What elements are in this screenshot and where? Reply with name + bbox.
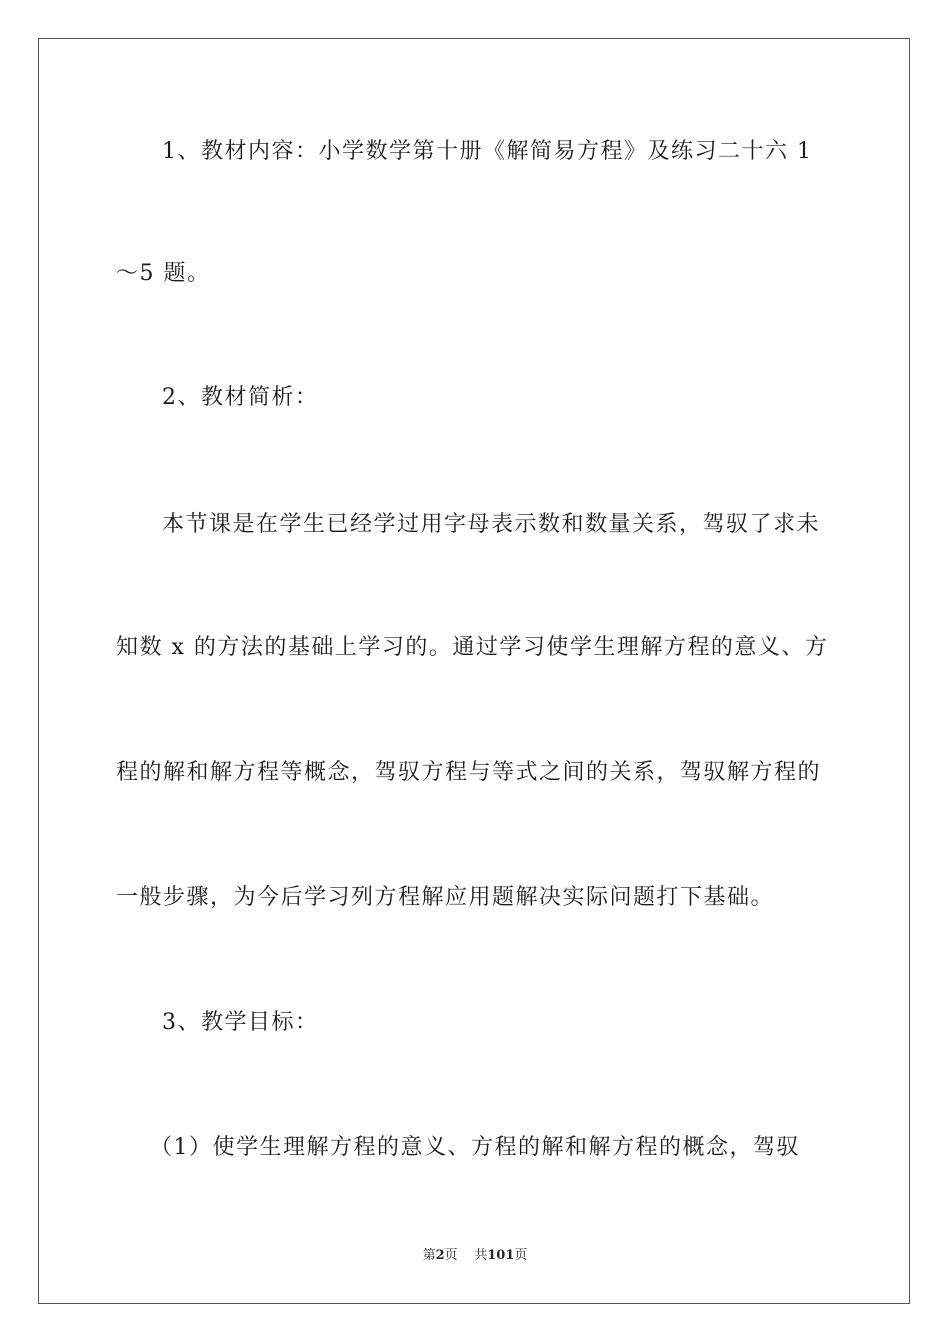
- paragraph-line-5: 程的解和解方程等概念，驾驭方程与等式之间的关系，驾驭解方程的: [116, 760, 822, 785]
- footer-total-suffix: 页: [514, 1248, 528, 1263]
- paragraph-line-4: 知数 x 的方法的基础上学习的。通过学习使学生理解方程的意义、方: [116, 635, 829, 660]
- footer-page-suffix: 页: [444, 1248, 458, 1263]
- section-heading-2: 2、教材简析：: [162, 385, 319, 410]
- section-heading-3: 3、教学目标：: [162, 1010, 319, 1035]
- paragraph-line-6: 一般步骤，为今后学习列方程解应用题解决实际问题打下基础。: [116, 885, 775, 910]
- paragraph-line-1: 1、教材内容：小学数学第十册《解简易方程》及练习二十六 1: [162, 139, 813, 164]
- footer-total-prefix: 共: [474, 1248, 488, 1263]
- page-footer: [0, 1247, 950, 1265]
- footer-page-number: 2: [435, 1248, 445, 1263]
- paragraph-line-3: 本节课是在学生已经学过用字母表示数和数量关系，驾驭了求未: [162, 512, 821, 537]
- footer-page-prefix: 第: [422, 1248, 436, 1263]
- page-frame: [38, 38, 910, 1304]
- paragraph-line-7: （1）使学生理解方程的意义、方程的解和解方程的概念，驾驭: [150, 1135, 800, 1160]
- paragraph-line-2: ～5 题。: [116, 261, 211, 286]
- footer-total-pages: 101: [487, 1248, 515, 1263]
